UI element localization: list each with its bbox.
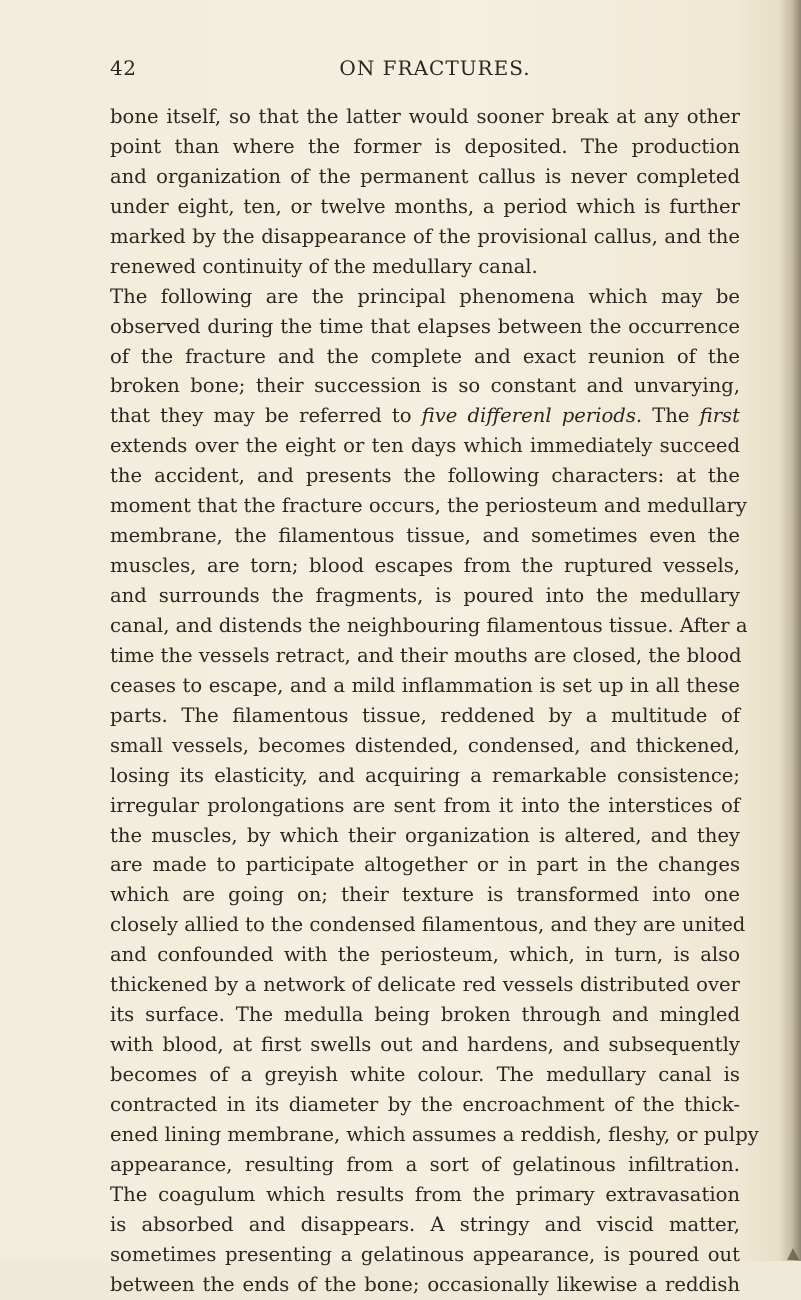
text-line: membrane, the filamentous tissue, and sometimes even the — [110, 524, 740, 548]
text-line: irregular prolongations are sent from it into the interstices of — [110, 793, 740, 817]
page-number: 42 — [110, 56, 137, 80]
text-line: and surrounds the fragments, is poured into the medullary — [110, 584, 740, 607]
page-corner-mark — [785, 1245, 801, 1261]
text-line: its surface. The medulla being broken through and mingled — [110, 1003, 740, 1027]
page-edge-shadow — [779, 0, 801, 1261]
text-line: parts. The filamentous tissue, reddened by a multitude of — [110, 703, 740, 727]
text-line: bone itself, so that the latter would sooner break at any other — [110, 105, 740, 128]
text-line: of the fracture and the complete and exact reunion of the — [110, 344, 740, 368]
text-line: broken bone; their succession is so constant and unvarying, — [110, 374, 740, 398]
text-line: closely allied to the condensed filamentous, and they are united — [110, 913, 746, 937]
text-line: time the vessels retract, and their mouths are closed, the blood — [110, 643, 742, 667]
italic-span: first — [699, 404, 740, 428]
text-line: losing its elasticity, and acquiring a remarkable consistence; — [110, 763, 740, 787]
text-line: ened lining membrane, which assumes a reddish, fleshy, or pulpy — [110, 1122, 759, 1146]
text-line: appearance, resulting from a sort of gelatinous infiltration. — [110, 1152, 740, 1176]
text-line: point than where the former is deposited. The production — [110, 134, 740, 158]
text-span: that they may be referred to — [110, 404, 422, 428]
text-line: under eight, ten, or twelve months, a period which is further — [110, 194, 740, 218]
text-line: moment that the fracture occurs, the periosteum and medullary — [110, 494, 747, 518]
text-line: ceases to escape, and a mild inflammation is set up in all these — [110, 673, 740, 697]
text-line: renewed continuity of the medullary canal. — [110, 254, 538, 278]
text-line: and organization of the permanent callus is never completed — [110, 164, 740, 188]
page-header — [110, 56, 750, 84]
text-line: thickened by a network of delicate red vessels distributed over — [110, 973, 740, 997]
text-line: are made to participate altogether or in part in the changes — [110, 853, 740, 877]
text-line: the muscles, by which their organization is altered, and they — [110, 823, 740, 847]
text-line: and confounded with the periosteum, which, in turn, is also — [110, 943, 740, 967]
text-line: becomes of a greyish white colour. The medullary canal is — [110, 1063, 740, 1086]
body-text — [110, 102, 759, 1300]
text-line — [110, 401, 740, 431]
text-line: the accident, and presents the following characters: at the — [110, 464, 740, 488]
text-line: observed during the time that elapses between the occurrence — [110, 314, 740, 338]
text-line: marked by the disappearance of the provisional callus, and the — [110, 224, 740, 248]
text-line: sometimes presenting a gelatinous appearance, is poured out — [110, 1242, 740, 1266]
text-line: which are going on; their texture is transformed into one — [110, 883, 740, 907]
text-line: between the ends of the bone; occasionally likewise a reddish — [110, 1272, 740, 1296]
text-line: with blood, at first swells out and hardens, and subsequently — [110, 1033, 740, 1057]
text-line: small vessels, becomes distended, condensed, and thickened, — [110, 733, 740, 757]
italic-span: five differenl periods. — [421, 404, 643, 428]
running-head: ON FRACTURES. — [339, 56, 531, 80]
text-line: extends over the eight or ten days which immediately succeed — [110, 434, 740, 458]
text-line: canal, and distends the neighbouring filamentous tissue. After a — [110, 613, 748, 637]
text-line: contracted in its diameter by the encroachment of the thick- — [110, 1092, 740, 1116]
text-span: The — [642, 404, 700, 428]
text-line: is absorbed and disappears. A stringy and viscid matter, — [110, 1212, 740, 1236]
text-line: The following are the principal phenomena which may be — [110, 284, 740, 308]
text-line: muscles, are torn; blood escapes from the ruptured vessels, — [110, 554, 740, 578]
text-line: The coagulum which results from the primary extravasation — [110, 1182, 740, 1206]
